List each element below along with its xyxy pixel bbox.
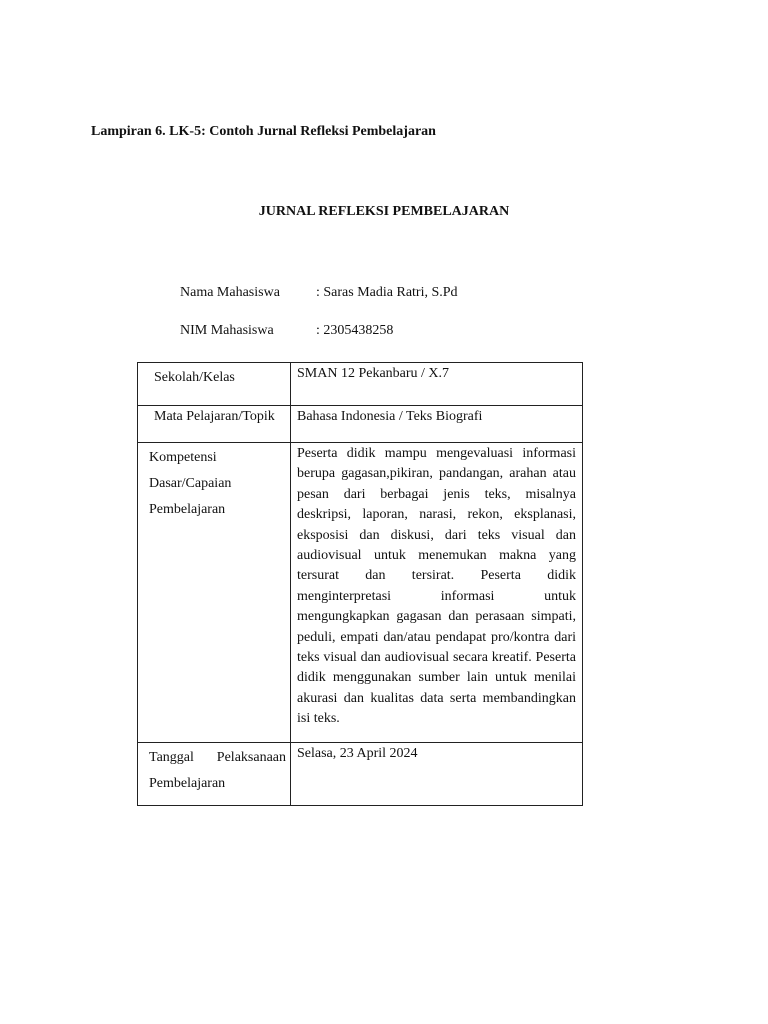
competency-label-line: Kompetensi [149, 450, 217, 465]
school-class-value: SMAN 12 Pekanbaru / X.7 [291, 363, 583, 406]
school-class-label: Sekolah/Kelas [138, 363, 291, 406]
student-nim-label: NIM Mahasiswa [180, 323, 274, 338]
reflection-table [137, 362, 583, 806]
student-name-value: : Saras Madia Ratri, S.Pd [316, 285, 458, 301]
date-label-line: Tanggal Pelaksanaan [149, 749, 286, 765]
competency-value: Peserta didik mampu mengevaluasi informasi berupa gagasan,pikiran, pandangan, arahan atau pesan dari berbagai jenis teks, misalnya deskripsi, laporan, narasi, rekon, eksplanasi, eksposisi dan diskusi, dari teks visual dan audiovisual untuk menemukan makna yang tersurat dan tersirat. Peserta didik menginterpretasi informasi untuk mengungkapkan gagasan dan perasaan simpati, peduli, empati dan/atau pendapat pro/kontra dari teks visual dan audiovisual secara kreatif. Peserta didik menggunakan sumber lain untuk menilai akurasi dan kualitas data serta membandingkan isi teks. [291, 443, 583, 743]
document-title: JURNAL REFLEKSI PEMBELAJARAN [258, 204, 510, 219]
page-heading: Lampiran 6. LK-5: Contoh Jurnal Refleksi Pembelajaran [91, 124, 436, 139]
competency-label-line: Dasar/Capaian [149, 476, 232, 491]
date-label-line: Pembelajaran [149, 775, 226, 791]
student-nim-value: : 2305438258 [316, 323, 393, 339]
student-name-label: Nama Mahasiswa [180, 285, 280, 300]
implementation-date-value: Selasa, 23 April 2024 [291, 742, 583, 805]
competency-label-line: Pembelajaran [149, 502, 226, 517]
implementation-date-label [138, 742, 291, 805]
table-row-competency [138, 443, 583, 743]
table-row-date [138, 742, 583, 805]
table-row-school [138, 363, 583, 406]
table-row-subject [138, 406, 583, 443]
competency-label [138, 443, 291, 743]
subject-topic-label: Mata Pelajaran/Topik [138, 406, 291, 443]
subject-topic-value: Bahasa Indonesia / Teks Biografi [291, 406, 583, 443]
